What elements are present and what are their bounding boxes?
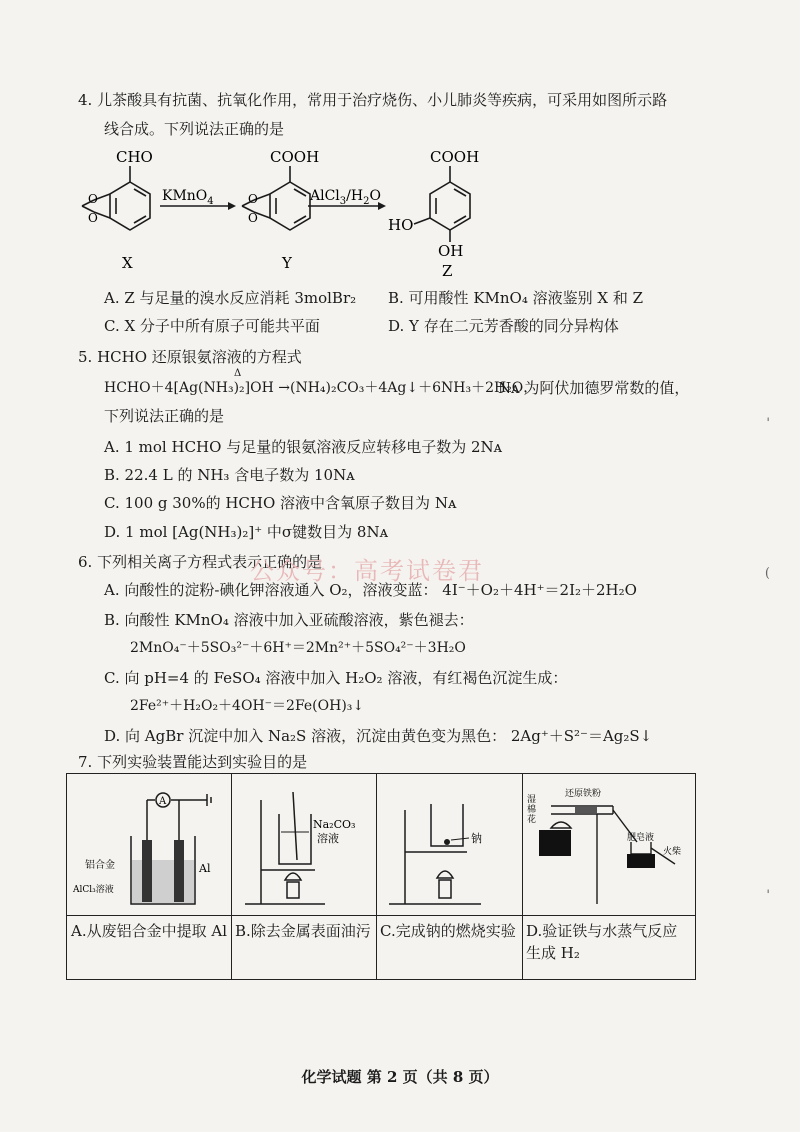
cotton-label-2: 棉: [527, 805, 537, 815]
watermark: 公众号：高考试卷君: [250, 557, 484, 585]
molecule-z: [414, 166, 470, 242]
table-row-divider: [67, 915, 695, 916]
q5-stem-line1: 5. HCHO 还原银氨溶液的方程式: [78, 348, 302, 366]
q4-option-d: D. Y 存在二元芳香酸的同分异构体: [388, 317, 619, 335]
q5-equation: HCHO＋4[Ag(NH₃)₂]OH →(NH₄)₂CO₃＋4Ag↓＋6NH₃＋2H₂O，: [104, 380, 538, 396]
q6-option-b-equation: 2MnO₄⁻＋5SO₃²⁻＋6H⁺＝2Mn²⁺＋5SO₄²⁻＋3H₂O: [130, 640, 466, 656]
q5-option-c: C. 100 g 30%的 HCHO 溶液中含氧原子数目为 Nᴀ: [104, 494, 457, 512]
caption-a: A.从废铝合金中提取 Al: [71, 922, 227, 940]
figure-d-iron-steam: [527, 780, 693, 912]
q6-stem: 6. 下列相关离子方程式表示正确的是: [78, 553, 323, 571]
table-divider-3: [522, 774, 523, 979]
q4-option-c: C. X 分子中所有原子可能共平面: [104, 317, 320, 335]
q6-option-b: B. 向酸性 KMnO₄ 溶液中加入亚硫酸溶液，紫色褪去：: [104, 611, 474, 629]
iron-powder: [575, 807, 597, 813]
q7-stem: 7. 下列实验装置能达到实验目的是: [78, 753, 308, 771]
table-divider-2: [376, 774, 377, 979]
y-o1: O: [248, 192, 258, 206]
electrolyte: [132, 860, 194, 903]
label-x: X: [122, 254, 133, 272]
q7-apparatus-table: [66, 773, 696, 980]
alloy-label: 铝合金: [85, 860, 115, 871]
burner-d1: [539, 830, 571, 856]
arrow-1-head: [228, 202, 236, 210]
solution-label-b: 溶液: [317, 832, 339, 845]
x-o1: O: [88, 192, 98, 206]
margin-mark-3: ': [766, 888, 770, 903]
electrode-al: [174, 840, 184, 902]
q6-option-c: C. 向 pH=4 的 FeSO₄ 溶液中加入 H₂O₂ 溶液，有红褐色沉淀生成：: [104, 669, 568, 687]
q5-heat-symbol: Δ: [234, 368, 242, 379]
figure-b-heating: [235, 780, 373, 912]
margin-mark-1: ': [766, 416, 770, 431]
ammeter-label: A: [159, 796, 167, 807]
reagent-1: KMnO$_4$: [162, 188, 214, 207]
burner-d2: [627, 854, 655, 868]
x-o2: O: [88, 211, 98, 225]
q5-option-b: B. 22.4 L 的 NH₃ 含电子数为 10Nᴀ: [104, 466, 355, 484]
sodium-piece: [444, 839, 450, 845]
q6-option-a: A. 向酸性的淀粉-碘化钾溶液通入 O₂，溶液变蓝： 4I⁻＋O₂＋4H⁺＝2I₂＋2H₂O: [104, 581, 637, 599]
match-label: 火柴: [663, 847, 682, 857]
q5-option-d: D. 1 mol [Ag(NH₃)₂]⁺ 中σ键数目为 8Nᴀ: [104, 523, 389, 541]
reagent-2: $AlCl_3/H_2O$: [310, 188, 381, 207]
q6-option-c-equation: 2Fe²⁺＋H₂O₂＋4OH⁻＝2Fe(OH)₃↓: [130, 698, 365, 714]
q4-synthesis-scheme: [60, 140, 540, 280]
page-footer: 化学试题 第 2 页（共 8 页）: [301, 1068, 499, 1086]
solution-label: AlCl₃溶液: [73, 885, 114, 895]
soap-label: 肥皂液: [627, 833, 655, 843]
x-cho-label: CHO: [116, 148, 153, 166]
cotton-label-1: 湿: [527, 795, 537, 805]
y-o2: O: [248, 211, 258, 225]
figure-c-sodium: [381, 780, 519, 912]
q4-stem-line1: 4. 儿茶酸具有抗菌、抗氧化作用，常用于治疗烧伤、小儿肺炎等疾病，可采用如图所示路: [78, 91, 668, 109]
figure-a-electrolysis: [71, 780, 227, 912]
z-ho-label: HO: [388, 216, 414, 234]
caption-c: C.完成钠的燃烧实验: [380, 922, 516, 940]
na2co3-label: Na₂CO₃: [313, 818, 356, 831]
z-cooh-label: COOH: [430, 148, 480, 166]
iron-powder-label: 还原铁粉: [565, 789, 602, 799]
table-divider-1: [231, 774, 232, 979]
sodium-pointer: [451, 838, 469, 840]
z-oh-label: OH: [438, 242, 464, 260]
q4-stem-line2: 线合成。下列说法正确的是: [104, 120, 285, 138]
electrode-alloy: [142, 840, 152, 902]
al-label: Al: [199, 862, 211, 875]
q6-option-d: D. 向 AgBr 沉淀中加入 Na₂S 溶液，沉淀由黄色变为黑色： 2Ag⁺＋S²⁻＝Ag₂S↓: [104, 727, 653, 745]
q5-na-note: Nᴀ 为阿伏加德罗常数的值，: [498, 379, 690, 397]
q4-option-a: A. Z 与足量的溴水反应消耗 3molBr₂: [104, 289, 357, 307]
cotton-label-3: 花: [527, 815, 537, 825]
label-z: Z: [442, 262, 453, 280]
margin-mark-2: (: [764, 566, 770, 581]
y-cooh-label: COOH: [270, 148, 320, 166]
label-y: Y: [282, 254, 292, 272]
q5-option-a: A. 1 mol HCHO 与足量的银氨溶液反应转移电子数为 2Nᴀ: [104, 438, 503, 456]
caption-d: D.验证铁与水蒸气反应生成 H₂: [526, 922, 678, 962]
q4-option-b: B. 可用酸性 KMnO₄ 溶液鉴别 X 和 Z: [388, 289, 644, 307]
sodium-label: 钠: [471, 832, 482, 845]
caption-b: B.除去金属表面油污: [235, 922, 371, 940]
q5-stem-line3: 下列说法正确的是: [104, 407, 225, 425]
